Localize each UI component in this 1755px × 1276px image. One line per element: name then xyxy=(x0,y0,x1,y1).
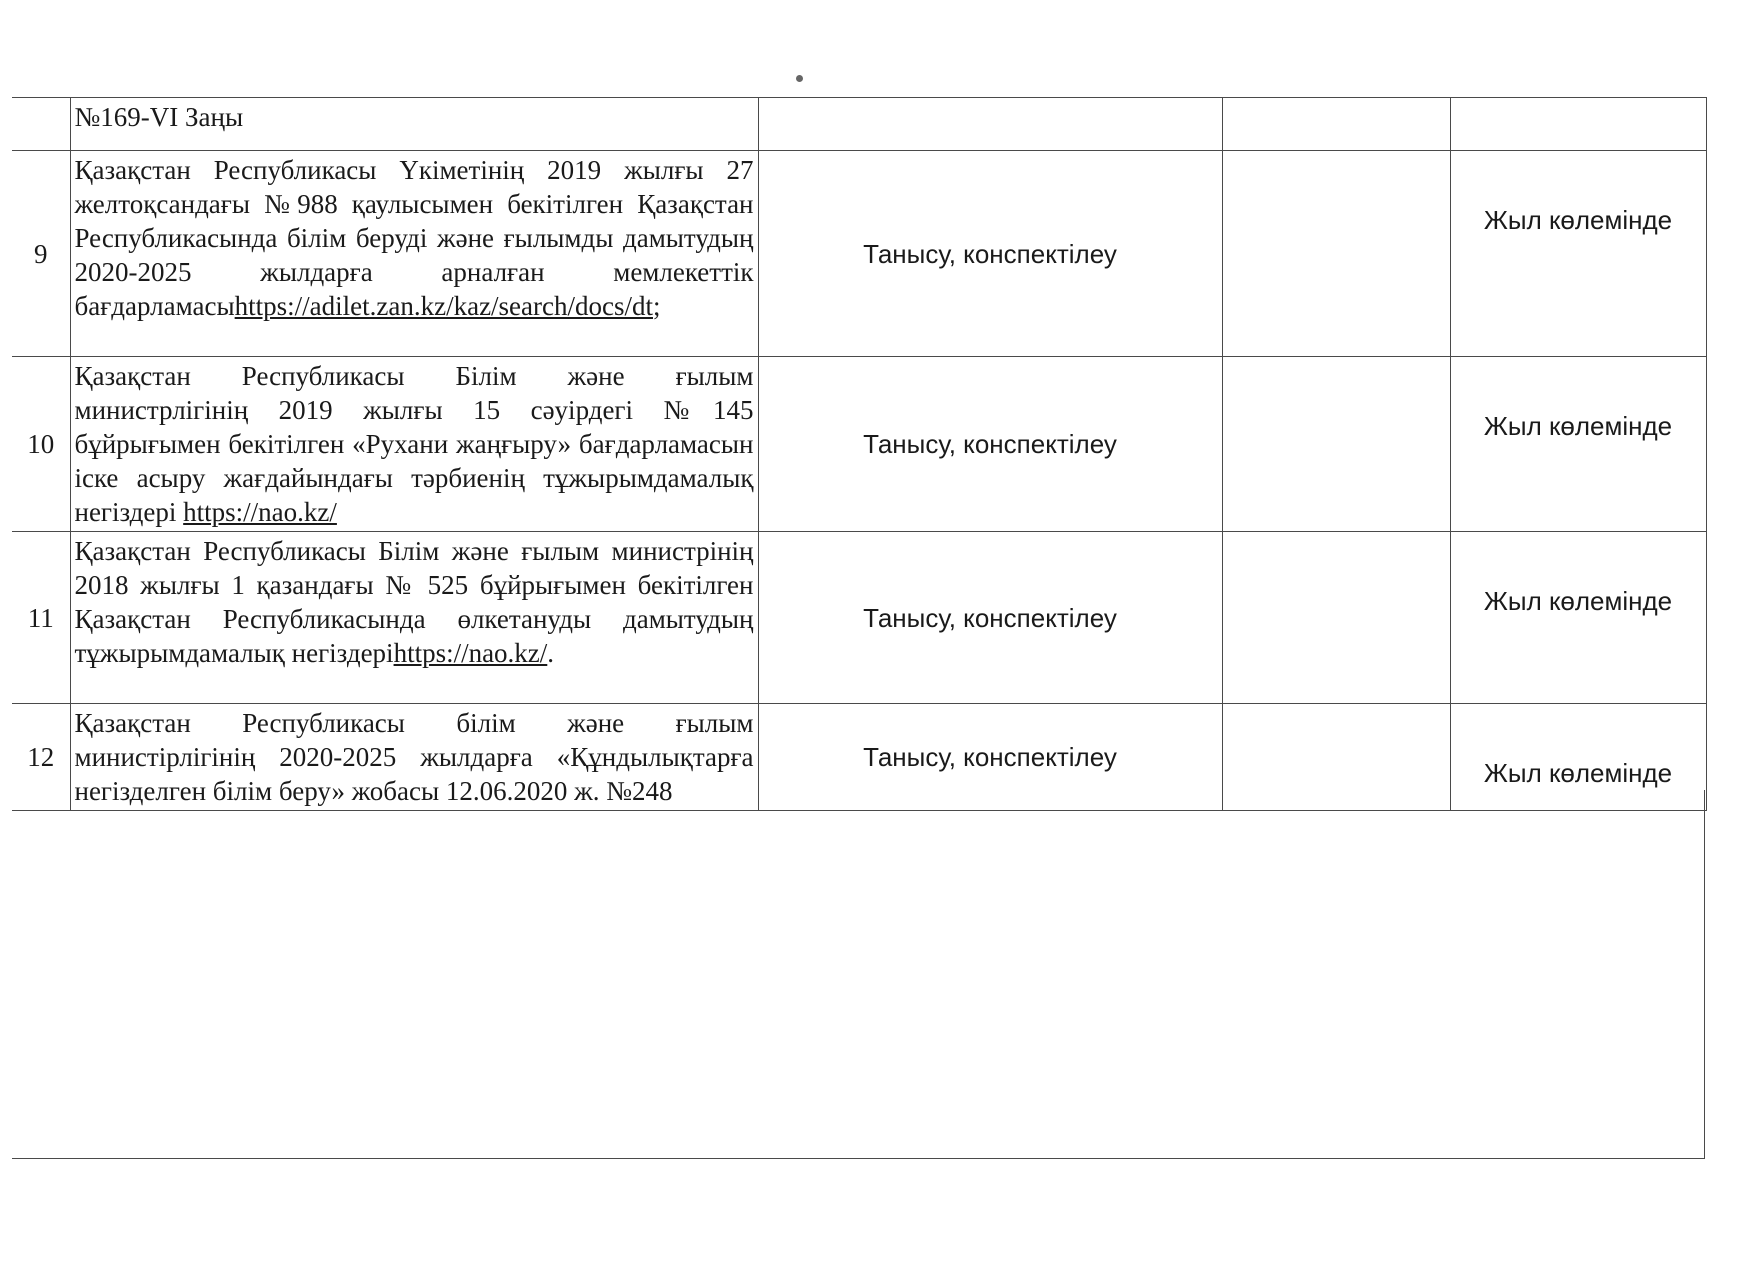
description-suffix: ; xyxy=(653,291,661,321)
table-row xyxy=(12,98,1706,151)
row-number: 12 xyxy=(12,704,70,811)
row-number: 11 xyxy=(12,532,70,704)
description-text: Қазақстан Республикасы Білім және ғылым министрінің 2018 жылғы 1 қазандағы № 525 бұйрығымен бекітілген Қазақстан Республикасында өлкетануды дамытудың тұжырымдамалық негіздері xyxy=(74,536,754,668)
row-responsible xyxy=(1222,151,1450,357)
row-term: Жыл көлемінде xyxy=(1450,704,1706,811)
row-responsible xyxy=(1222,98,1450,151)
row-action: Танысу, конспектілеу xyxy=(758,532,1222,704)
row-action: Танысу, конспектілеу xyxy=(758,704,1222,811)
row-action xyxy=(758,98,1222,151)
table-row xyxy=(12,357,1706,532)
description-link[interactable]: https://nao.kz/ xyxy=(183,497,337,527)
row-description xyxy=(70,98,758,151)
row-responsible xyxy=(1222,532,1450,704)
scan-speck xyxy=(796,75,803,82)
row-term: Жыл көлемінде xyxy=(1450,357,1706,532)
row-term: Жыл көлемінде xyxy=(1450,532,1706,704)
row-number: 10 xyxy=(12,357,70,532)
row-term: Жыл көлемінде xyxy=(1450,151,1706,357)
row-action: Танысу, конспектілеу xyxy=(758,357,1222,532)
row-description xyxy=(70,151,758,357)
row-description xyxy=(70,357,758,532)
row-action: Танысу, конспектілеу xyxy=(758,151,1222,357)
description-link[interactable]: https://nao.kz/ xyxy=(393,638,548,668)
description-text: Қазақстан Республикасы білім және ғылым министірлігінің 2020-2025 жылдарға «Құндылықтарға негізделген білім беру» жобасы 12.06.2020 ж. №248 xyxy=(74,708,754,806)
empty-table-area xyxy=(12,790,1705,1159)
description-text: №169-VI Заңы xyxy=(74,102,244,132)
table-row xyxy=(12,151,1706,357)
row-description xyxy=(70,532,758,704)
plan-table xyxy=(12,97,1707,811)
row-responsible xyxy=(1222,357,1450,532)
description-text: Қазақстан Республикасы Үкіметінің 2019 жылғы 27 желтоқсандағы №988 қаулысымен бекітілген Қазақстан Республикасында білім беруді және ғылымды дамытудың 2020-2025 жылдарға арналған мемлекеттік бағдарламасы xyxy=(74,155,754,321)
table-row xyxy=(12,532,1706,704)
row-number xyxy=(12,98,70,151)
description-link[interactable]: https://adilet.zan.kz/kaz/search/docs/dt xyxy=(234,291,653,321)
description-suffix: . xyxy=(547,638,555,668)
description-text: Қазақстан Республикасы Білім және ғылым министрлігінің 2019 жылғы 15 сәуірдегі №145 бұйрығымен бекітілген «Рухани жаңғыру» бағдарламасын іске асыру жағдайындағы тәрбиенің тұжырымдамалық негіздері xyxy=(74,361,754,527)
row-number: 9 xyxy=(12,151,70,357)
row-term xyxy=(1450,98,1706,151)
